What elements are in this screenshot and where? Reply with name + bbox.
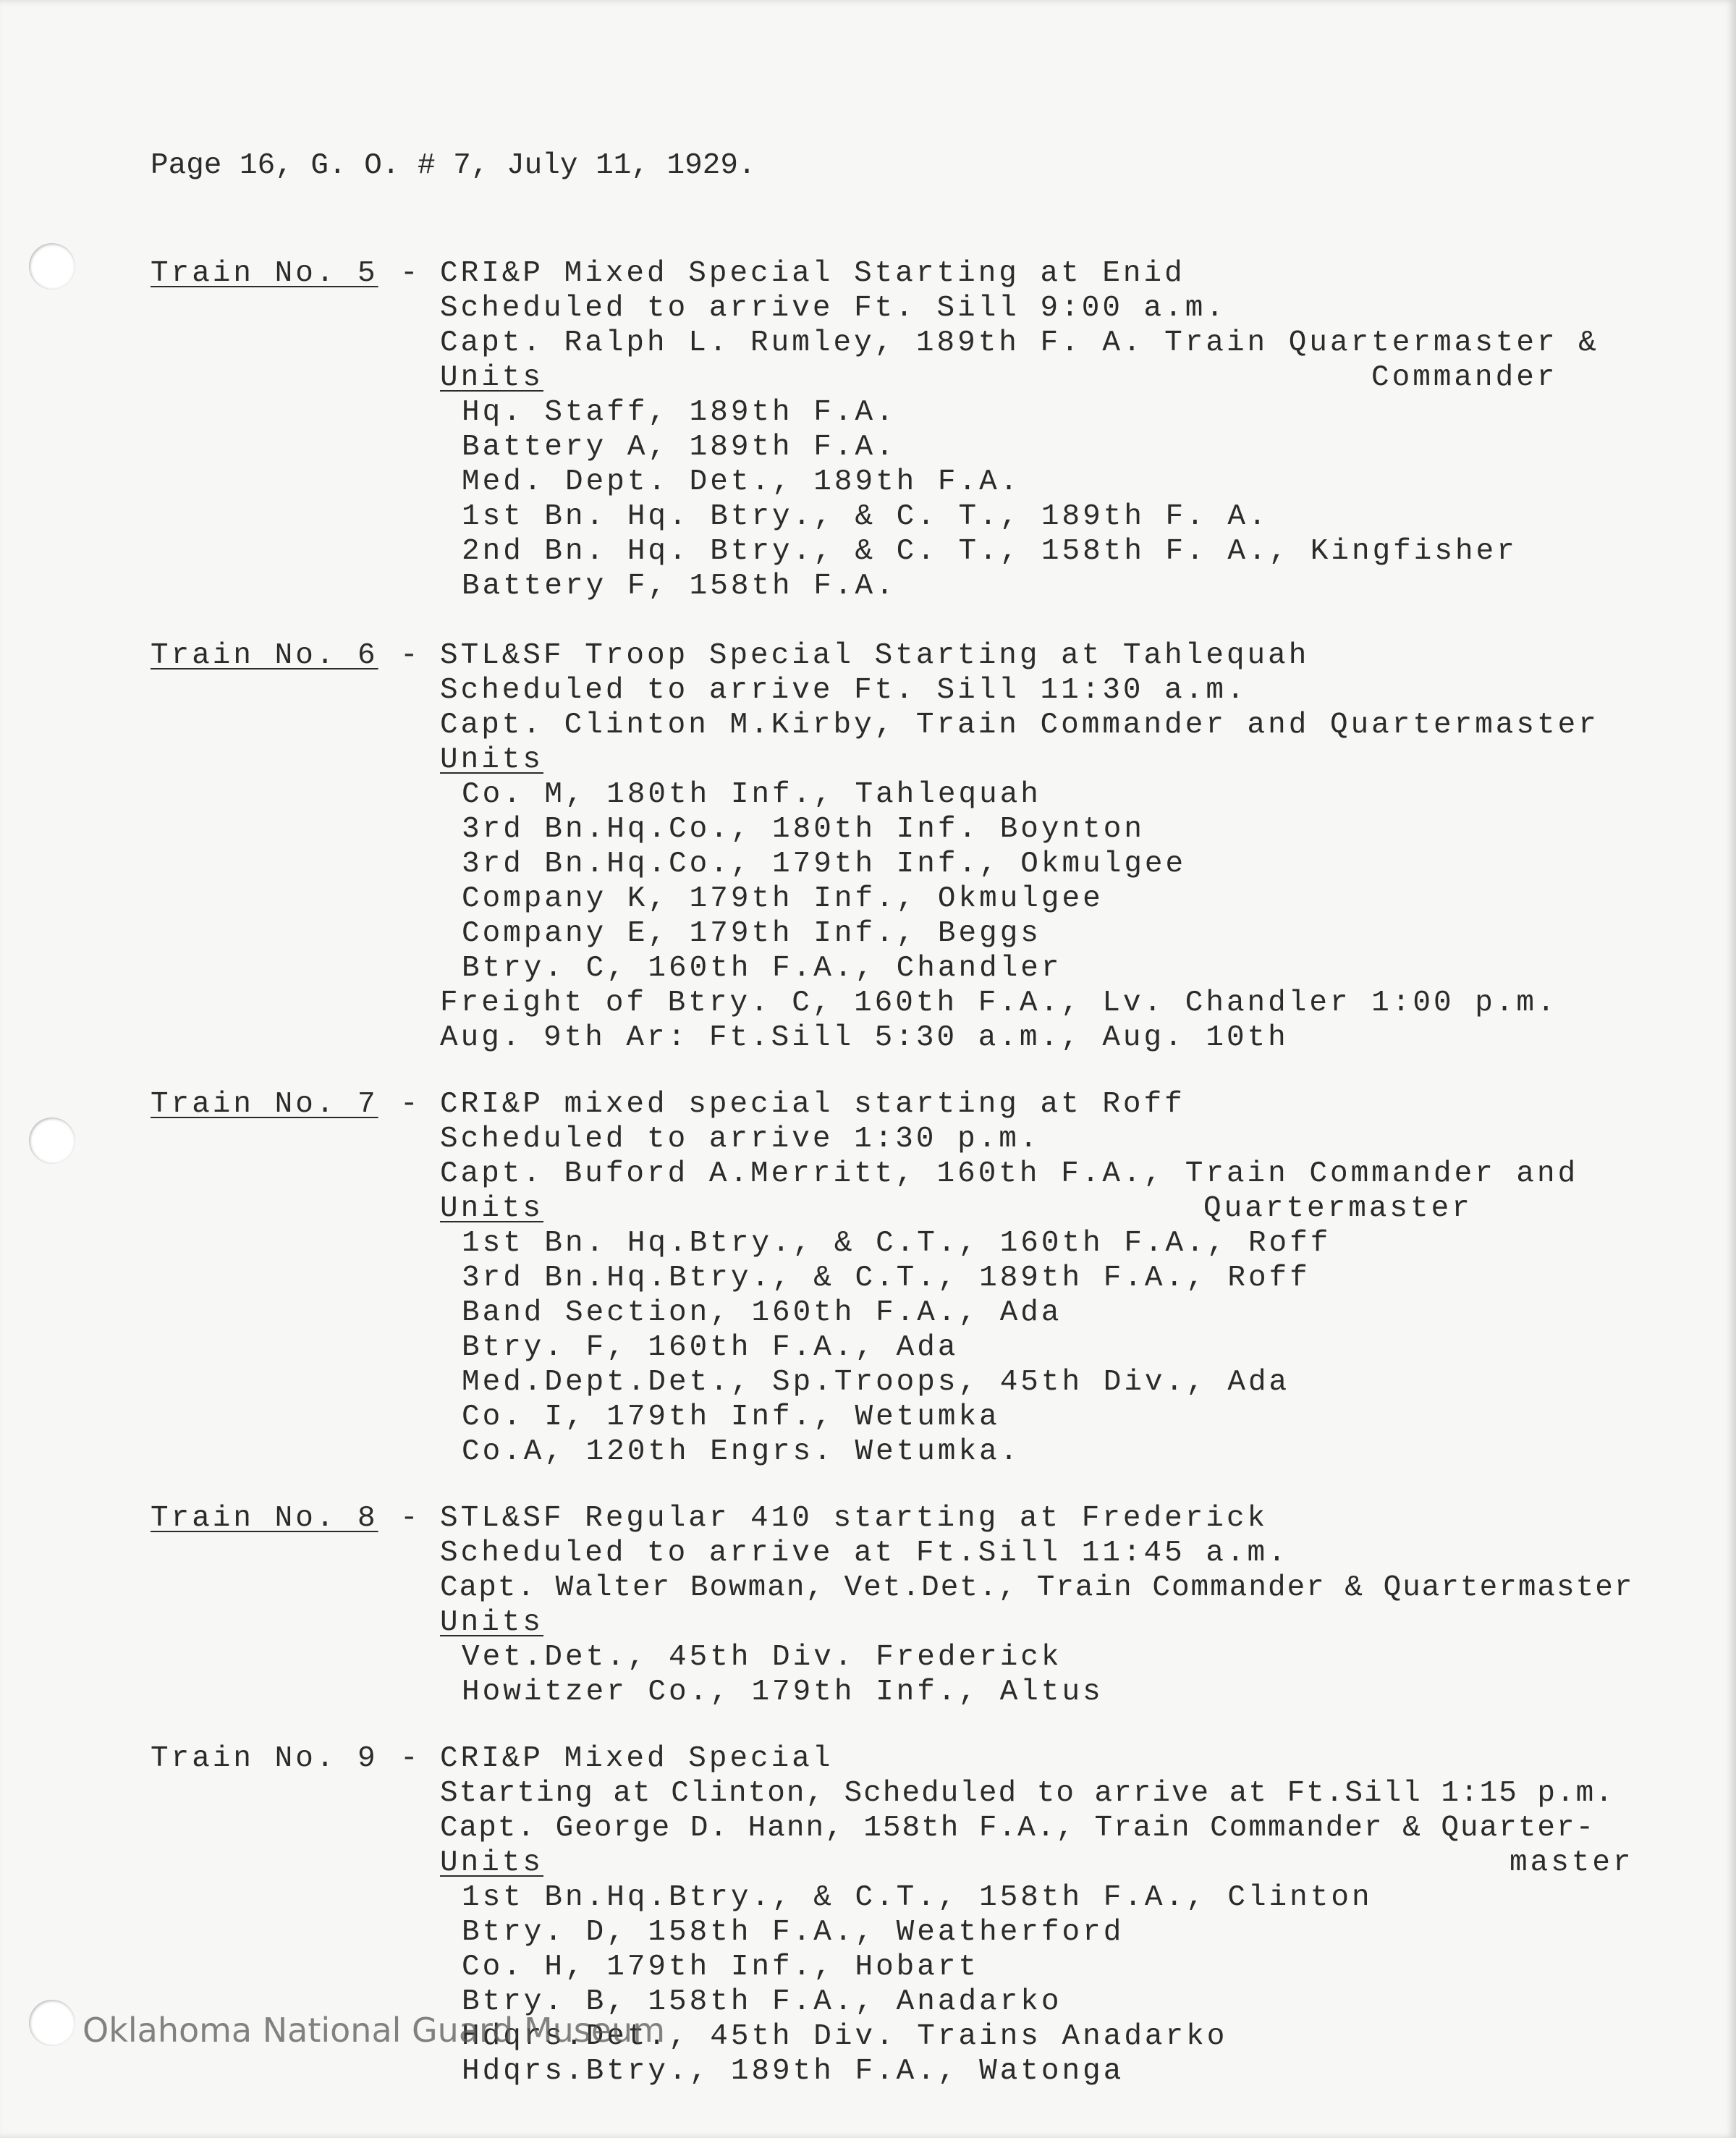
unit-item: Co.A, 120th Engrs. Wetumka. xyxy=(462,1435,1021,1469)
train-6-section xyxy=(151,638,1728,1055)
train-9-officer: Capt. George D. Hann, 158th F.A., Train Commander & Quarter- xyxy=(440,1812,1596,1845)
unit-item: Btry. D, 158th F.A., Weatherford xyxy=(462,1916,1125,1949)
unit-item: Howitzer Co., 179th Inf., Altus xyxy=(462,1676,1104,1709)
train-7-officer: Capt. Buford A.Merritt, 160th F.A., Train Commander and xyxy=(440,1157,1579,1191)
watermark-text: Oklahoma National Guard Museum xyxy=(82,2011,666,2050)
dash: - xyxy=(400,257,421,290)
train-9-officer-cont: master xyxy=(1510,1846,1634,1880)
train-7-officer-cont: Quartermaster xyxy=(1203,1192,1473,1225)
train-5-officer: Capt. Ralph L. Rumley, 189th F. A. Train Quartermaster & xyxy=(440,326,1599,360)
page-header: Page 16, G. O. # 7, July 11, 1929. xyxy=(151,149,756,182)
train-5-officer-cont: Commander xyxy=(1371,361,1558,394)
train-6-label: Train No. 6 xyxy=(151,639,378,672)
unit-item: Battery F, 158th F.A. xyxy=(462,570,897,603)
train-9-label: Train No. 9 xyxy=(151,1742,378,1775)
unit-item: Vet.Det., 45th Div. Frederick xyxy=(462,1641,1062,1674)
unit-item: Hdqrs.Btry., 189th F.A., Watonga xyxy=(462,2055,1125,2088)
unit-item: Med. Dept. Det., 189th F.A. xyxy=(462,465,1021,499)
train-7-schedule: Scheduled to arrive 1:30 p.m. xyxy=(440,1123,1041,1156)
unit-item: 3rd Bn.Hq.Co., 179th Inf., Okmulgee xyxy=(462,848,1187,881)
unit-item: 1st Bn.Hq.Btry., & C.T., 158th F.A., Clinton xyxy=(462,1881,1373,1914)
train-8-section xyxy=(151,1501,1728,1710)
unit-item: Co. H, 179th Inf., Hobart xyxy=(462,1951,980,1984)
freight-line: Freight of Btry. C, 160th F.A., Lv. Chandler 1:00 p.m. xyxy=(440,986,1558,1020)
unit-item: Battery A, 189th F.A. xyxy=(462,431,897,464)
unit-item: Company K, 179th Inf., Okmulgee xyxy=(462,882,1104,916)
units-label: Units xyxy=(440,1606,544,1639)
train-8-officer: Capt. Walter Bowman, Vet.Det., Train Commander & Quartermaster xyxy=(440,1571,1634,1605)
dash: - xyxy=(400,639,421,672)
units-label: Units xyxy=(440,743,544,777)
units-label: Units xyxy=(440,1846,544,1880)
train-5-schedule: Scheduled to arrive Ft. Sill 9:00 a.m. xyxy=(440,292,1227,325)
unit-item: Hq. Staff, 189th F.A. xyxy=(462,396,897,429)
train-9-title: CRI&P Mixed Special xyxy=(440,1742,834,1775)
train-5-label: Train No. 5 xyxy=(151,257,378,290)
binder-hole xyxy=(29,243,75,290)
train-7-label: Train No. 7 xyxy=(151,1088,378,1121)
unit-item: Hdqrs.Det., 45th Div. Trains Anadarko xyxy=(462,2020,1228,2053)
units-label: Units xyxy=(440,1192,544,1225)
train-7-title: CRI&P mixed special starting at Roff xyxy=(440,1088,1185,1121)
train-8-schedule: Scheduled to arrive at Ft.Sill 11:45 a.m. xyxy=(440,1537,1289,1570)
train-5-title: CRI&P Mixed Special Starting at Enid xyxy=(440,257,1185,290)
train-8-label: Train No. 8 xyxy=(151,1502,378,1535)
train-8-title: STL&SF Regular 410 starting at Frederick xyxy=(440,1502,1269,1535)
train-6-schedule: Scheduled to arrive Ft. Sill 11:30 a.m. xyxy=(440,674,1248,707)
unit-item: Co. I, 179th Inf., Wetumka xyxy=(462,1400,1000,1434)
unit-item: 1st Bn. Hq.Btry., & C.T., 160th F.A., Roff xyxy=(462,1227,1331,1260)
dash: - xyxy=(400,1502,421,1535)
unit-item: Btry. C, 160th F.A., Chandler xyxy=(462,952,1062,985)
binder-hole xyxy=(29,1117,75,1164)
unit-item: Btry. F, 160th F.A., Ada xyxy=(462,1331,959,1364)
unit-item: 1st Bn. Hq. Btry., & C. T., 189th F. A. xyxy=(462,500,1269,533)
train-9-schedule: Starting at Clinton, Scheduled to arrive at Ft.Sill 1:15 p.m. xyxy=(440,1777,1614,1810)
freight-line: Aug. 9th Ar: Ft.Sill 5:30 a.m., Aug. 10th xyxy=(440,1021,1289,1055)
dash: - xyxy=(400,1742,421,1775)
train-7-section xyxy=(151,1087,1728,1469)
train-5-section xyxy=(151,256,1728,604)
unit-item: Btry. B, 158th F.A., Anadarko xyxy=(462,1985,1062,2019)
train-6-officer: Capt. Clinton M.Kirby, Train Commander and Quartermaster xyxy=(440,709,1599,742)
train-6-title: STL&SF Troop Special Starting at Tahlequah xyxy=(440,639,1310,672)
unit-item: 2nd Bn. Hq. Btry., & C. T., 158th F. A., Kingfisher xyxy=(462,535,1517,568)
unit-item: 3rd Bn.Hq.Btry., & C.T., 189th F.A., Roff xyxy=(462,1262,1311,1295)
units-label: Units xyxy=(440,361,544,394)
dash: - xyxy=(400,1088,421,1121)
unit-item: Co. M, 180th Inf., Tahlequah xyxy=(462,778,1041,811)
unit-item: 3rd Bn.Hq.Co., 180th Inf. Boynton xyxy=(462,813,1145,846)
unit-item: Med.Dept.Det., Sp.Troops, 45th Div., Ada xyxy=(462,1366,1290,1399)
unit-item: Company E, 179th Inf., Beggs xyxy=(462,917,1041,950)
binder-hole xyxy=(29,2000,75,2046)
unit-item: Band Section, 160th F.A., Ada xyxy=(462,1296,1062,1330)
